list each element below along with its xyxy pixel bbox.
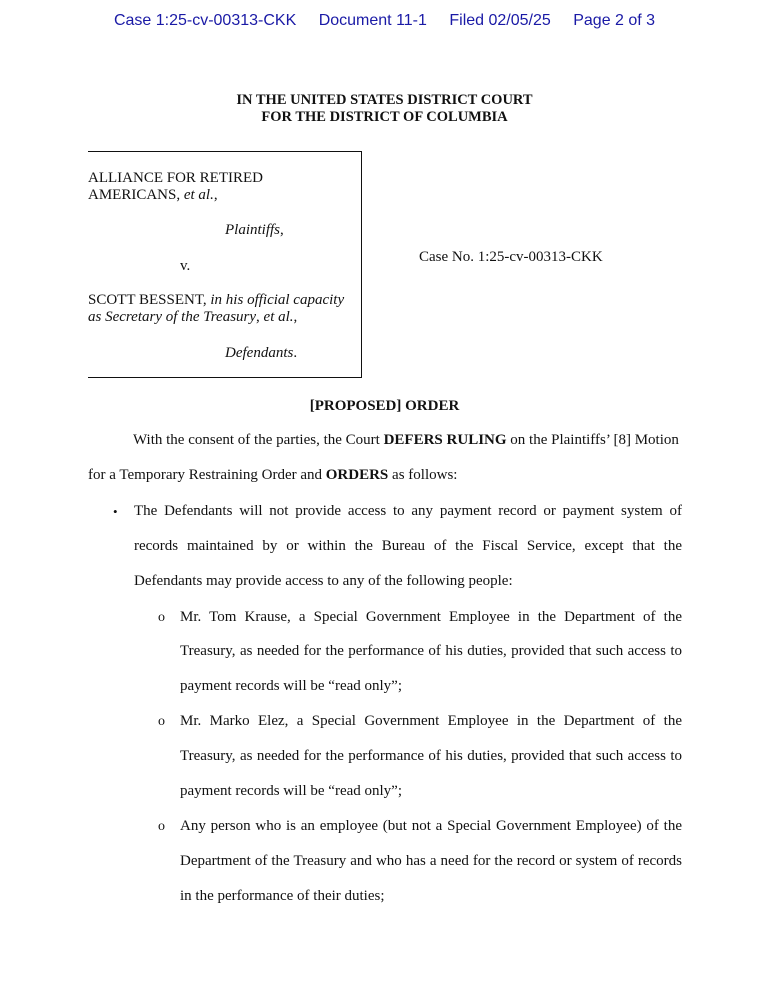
- intro-text-c: on the Plaintiffs’ [8] Motion: [506, 432, 679, 448]
- defendant-et-al: et al.: [263, 309, 294, 325]
- intro-defers-ruling: DEFERS RULING: [383, 432, 507, 448]
- sub2-line3: payment records will be “read only”;: [180, 783, 402, 799]
- header-case-number: Case 1:25-cv-00313-CKK: [113, 12, 297, 29]
- defendant-name: [88, 292, 344, 326]
- court-title: [0, 92, 769, 126]
- court-title-line2: FOR THE DISTRICT OF COLUMBIA: [261, 109, 508, 125]
- filing-header: [0, 12, 769, 30]
- sub-bullet-icon: o: [158, 819, 165, 834]
- header-filed-date: Filed 02/05/25: [449, 12, 551, 29]
- defendant-name-text: SCOTT BESSENT,: [88, 292, 207, 308]
- court-title-line1: IN THE UNITED STATES DISTRICT COURT: [236, 92, 533, 108]
- bullet1-line3: Defendants may provide access to any of the following people:: [134, 573, 513, 589]
- header-document-number: Document 11-1: [318, 12, 427, 29]
- sub3-line3: in the performance of their duties;: [180, 888, 385, 904]
- sub1-line2: Treasury, as needed for the performance of his duties, provided that such access to: [180, 643, 682, 659]
- defendant-line1: [88, 292, 344, 309]
- sub2-line1: Mr. Marko Elez, a Special Government Employee in the Department of the: [180, 713, 682, 729]
- sub1-line3: payment records will be “read only”;: [180, 678, 402, 694]
- plaintiff-line2-name: AMERICANS,: [88, 187, 181, 203]
- intro-text-a: With the consent of the parties, the Court: [133, 432, 384, 448]
- sub3-line1: Any person who is an employee (but not a Special Government Employee) of the: [180, 818, 682, 834]
- header-page-count: Page 2 of 3: [573, 12, 656, 29]
- bullet1-line1: The Defendants will not provide access to any payment record or payment system of: [134, 503, 682, 519]
- defendant-comma: ,: [256, 309, 260, 325]
- plaintiff-line2: [88, 187, 263, 204]
- plaintiffs-label-end: ,: [280, 222, 284, 238]
- sub2-line2: Treasury, as needed for the performance of his duties, provided that such access to: [180, 748, 682, 764]
- defendants-label-text: Defendants: [225, 345, 294, 361]
- order-title: [PROPOSED] ORDER: [309, 398, 460, 414]
- intro2-text-a: for a Temporary Restraining Order and: [88, 467, 326, 483]
- case-number: Case No. 1:25-cv-00313-CKK: [419, 249, 603, 265]
- sub-bullet-icon: o: [158, 714, 165, 729]
- sub-bullet-icon: o: [158, 610, 165, 625]
- defendants-label: [225, 345, 297, 362]
- plaintiffs-label: [225, 222, 284, 239]
- intro2-text-c: as follows:: [388, 467, 458, 483]
- versus: v.: [180, 258, 191, 274]
- defendant-line2: [88, 309, 344, 326]
- order-intro-line1: [133, 432, 679, 449]
- bullet1-line2: records maintained by or within the Bureau of the Fiscal Service, except that the: [134, 538, 682, 554]
- bullet-icon: •: [113, 504, 118, 519]
- plaintiff-line1: ALLIANCE FOR RETIRED: [88, 170, 263, 186]
- plaintiff-line2-end: ,: [213, 187, 218, 203]
- plaintiffs-label-text: Plaintiffs: [225, 222, 281, 238]
- defendant-capacity1: in his official capacity: [210, 292, 345, 308]
- order-intro-line2: [88, 467, 457, 484]
- plaintiff-et-al: et al.: [183, 187, 214, 203]
- defendants-label-end: .: [293, 345, 298, 361]
- plaintiff-name: [88, 170, 263, 204]
- intro2-orders: ORDERS: [325, 467, 389, 483]
- sub1-line1: Mr. Tom Krause, a Special Government Employee in the Department of the: [180, 609, 682, 625]
- defendant-capacity2: as Secretary of the Treasury: [88, 309, 257, 325]
- defendant-line2-end: ,: [293, 309, 298, 325]
- sub3-line2: Department of the Treasury and who has a need for the record or system of records: [180, 853, 682, 869]
